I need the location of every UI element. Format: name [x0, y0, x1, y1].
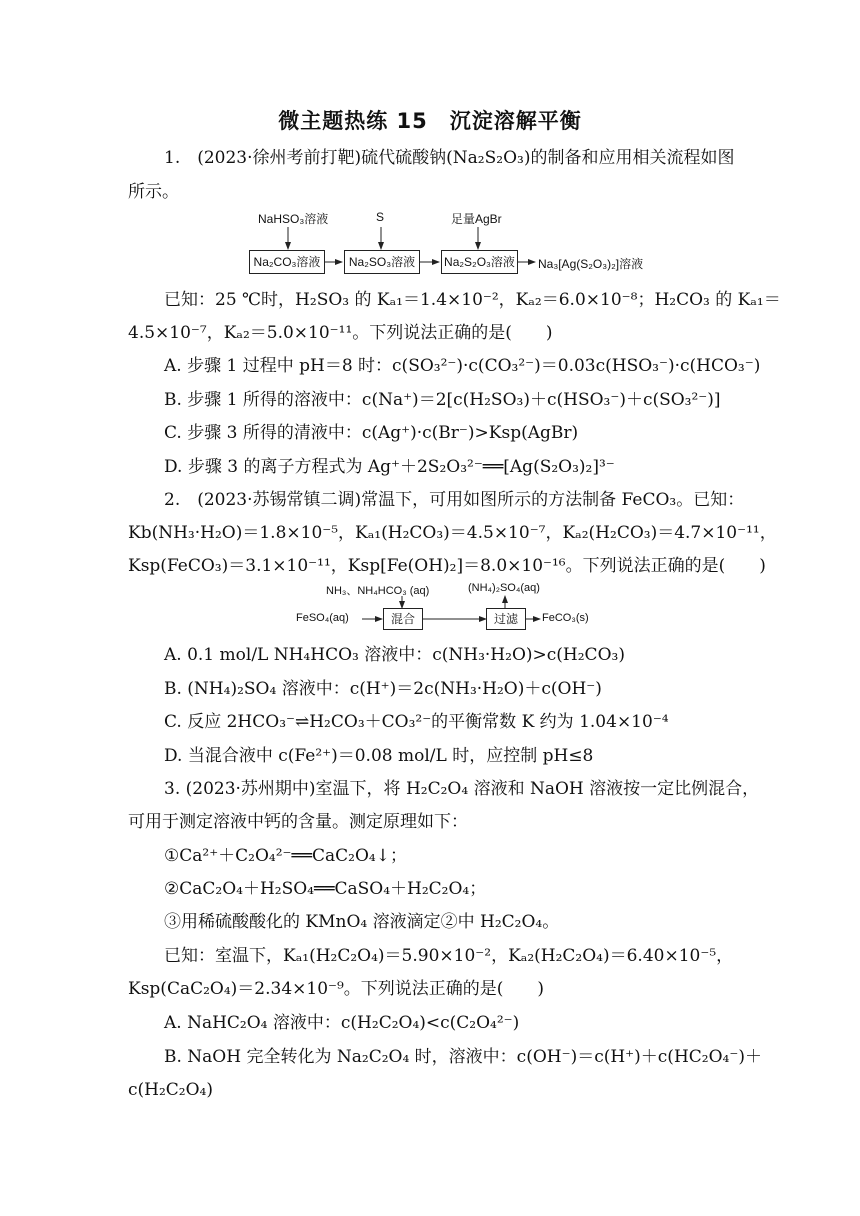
q1-option-c: C. 步骤 3 所得的清液中：c(Ag⁺)·c(Br⁻)>Ksp(AgBr) [164, 423, 579, 443]
q3-stem-line2: 可用于测定溶液中钙的含量。测定原理如下： [128, 812, 468, 832]
q2-stem-line2: Kb(NH₃·H₂O)＝1.8×10⁻⁵，Kₐ₁(H₂CO₃)＝4.5×10⁻⁷，Kₐ₂(H₂CO₃)＝4.7×10⁻¹¹， [128, 523, 777, 543]
q2-product: FeCO₃(s) [542, 612, 589, 624]
q2-stem-line1: 2. (2023·苏锡常镇二调)常温下，可用如图所示的方法制备 FeCO₃。已知： [164, 490, 745, 510]
q1-stem-line1: 1. (2023·徐州考前打靶)硫代硫酸钠(Na₂S₂O₃)的制备和应用相关流程如图 [164, 148, 735, 168]
q1-input-3: 足量AgBr [451, 212, 502, 226]
q2-box-mix: 混合 [383, 608, 423, 630]
q2-input-1: NH₃、NH₄HCO₃ (aq) [326, 585, 430, 597]
q1-option-b: B. 步骤 1 所得的溶液中：c(Na⁺)＝2[c(H₂SO₃)＋c(HSO₃⁻)＋c(SO₃²⁻)] [164, 390, 721, 410]
q1-flow-arrows [0, 205, 860, 275]
q3-known-line1: 已知：室温下，Kₐ₁(H₂C₂O₄)＝5.90×10⁻²，Kₐ₂(H₂C₂O₄)＝6.40×10⁻⁵， [164, 946, 734, 966]
q1-known-line1: 已知：25 ℃时，H₂SO₃ 的 Kₐ₁＝1.4×10⁻²，Kₐ₂＝6.0×10⁻⁸；H₂CO₃ 的 Kₐ₁＝ [164, 290, 781, 310]
q3-option-b: B. NaOH 完全转化为 Na₂C₂O₄ 时，溶液中：c(OH⁻)＝c(H⁺)＋c(HC₂O₄⁻)＋ [164, 1047, 762, 1067]
q2-stem-line3: Ksp(FeCO₃)＝3.1×10⁻¹¹，Ksp[Fe(OH)₂]＝8.0×10⁻¹⁶。下列说法正确的是( ) [128, 556, 766, 576]
q1-option-a: A. 步骤 1 过程中 pH＝8 时：c(SO₃²⁻)·c(CO₃²⁻)＝0.03c(HSO₃⁻)·c(HCO₃⁻) [164, 356, 761, 376]
q1-box-3: Na₂S₂O₃溶液 [441, 250, 518, 274]
q1-flow-diagram [0, 205, 860, 275]
q1-option-d: D. 步骤 3 的离子方程式为 Ag⁺＋2S₂O₃²⁻══[Ag(S₂O₃)₂]³⁻ [164, 457, 615, 477]
q1-input-2: S [376, 210, 385, 224]
q1-box-2: Na₂SO₃溶液 [344, 250, 420, 274]
page-title: 微主题热练 15 沉淀溶解平衡 [278, 109, 582, 133]
q1-product: Na₃[Ag(S₂O₃)₂]溶液 [538, 257, 644, 271]
q2-option-c: C. 反应 2HCO₃⁻⇌H₂CO₃＋CO₃²⁻的平衡常数 K 约为 1.04×10⁻⁴ [164, 712, 669, 732]
q1-input-1: NaHSO₃溶液 [258, 212, 329, 226]
q3-stem-line1: 3. (2023·苏州期中)室温下，将 H₂C₂O₄ 溶液和 NaOH 溶液按一定比例混合， [164, 779, 760, 799]
q3-step-3: ③用稀硫酸酸化的 KMnO₄ 溶液滴定②中 H₂C₂O₄。 [164, 912, 560, 932]
q2-box-filter: 过滤 [486, 608, 526, 630]
q2-output-1: (NH₄)₂SO₄(aq) [468, 582, 540, 594]
q2-option-d: D. 当混合液中 c(Fe²⁺)＝0.08 mol/L 时，应控制 pH≤8 [164, 746, 594, 766]
q1-box-1: Na₂CO₃溶液 [249, 250, 325, 274]
q2-flow-diagram [0, 582, 860, 632]
q1-stem-line2: 所示。 [128, 182, 179, 202]
q3-option-a: A. NaHC₂O₄ 溶液中：c(H₂C₂O₄)<c(C₂O₄²⁻) [164, 1013, 520, 1033]
q2-option-b: B. (NH₄)₂SO₄ 溶液中：c(H⁺)＝2c(NH₃·H₂O)＋c(OH⁻) [164, 679, 602, 699]
q2-option-a: A. 0.1 mol/L NH₄HCO₃ 溶液中：c(NH₃·H₂O)>c(H₂CO₃) [164, 645, 625, 665]
q1-known-line2: 4.5×10⁻⁷，Kₐ₂＝5.0×10⁻¹¹。下列说法正确的是( ) [128, 323, 553, 343]
q3-option-b-cont: c(H₂C₂O₄) [128, 1080, 213, 1100]
q3-step-1: ①Ca²⁺＋C₂O₄²⁻══CaC₂O₄↓； [164, 846, 407, 866]
q3-step-2: ②CaC₂O₄＋H₂SO₄══CaSO₄＋H₂C₂O₄； [164, 879, 487, 899]
q2-start: FeSO₄(aq) [296, 612, 349, 624]
q2-flow-arrows [0, 582, 860, 632]
q3-known-line2: Ksp(CaC₂O₄)＝2.34×10⁻⁹。下列说法正确的是( ) [128, 979, 545, 999]
